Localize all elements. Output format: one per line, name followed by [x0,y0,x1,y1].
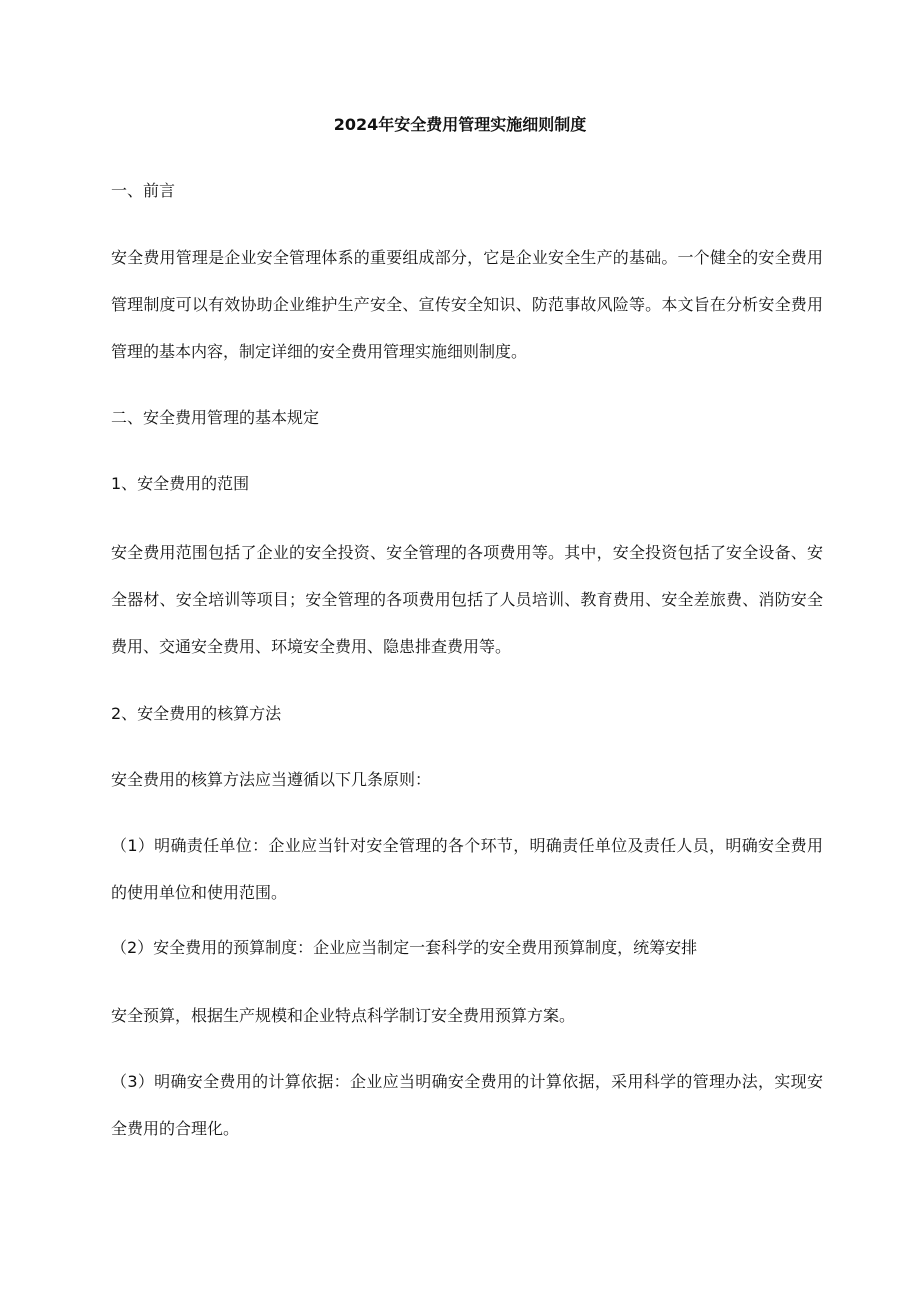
paragraph-principles-intro: 安全费用的核算方法应当遵循以下几条原则： [111,770,432,789]
heading-preface: 一、前言 [111,181,176,200]
line-principle-2b: 安全预算，根据生产规模和企业特点科学制订安全费用预算方案。 [111,1006,576,1025]
heading-accounting-method: 2、安全费用的核算方法 [111,704,282,723]
line-principle-2a: （2）安全费用的预算制度：企业应当制定一套科学的安全费用预算制度，统筹安排 [111,938,698,957]
heading-basic-rules: 二、安全费用管理的基本规定 [111,408,320,427]
heading-scope: 1、安全费用的范围 [111,474,250,493]
paragraph-principle-3: （3）明确安全费用的计算依据：企业应当明确安全费用的计算依据，采用科学的管理办法，实现安全费用的合理化。 [111,1072,823,1138]
paragraph-preface: 安全费用管理是企业安全管理体系的重要组成部分，它是企业安全生产的基础。一个健全的安全费用管理制度可以有效协助企业维护生产安全、宣传安全知识、防范事故风险等。本文旨在分析安全费用管理的基本内容，制定详细的安全费用管理实施细则制度。 [111,248,823,361]
document-title: 2024年安全费用管理实施细则制度 [333,115,587,134]
paragraph-scope: 安全费用范围包括了企业的安全投资、安全管理的各项费用等。其中，安全投资包括了安全设备、安全器材、安全培训等项目；安全管理的各项费用包括了人员培训、教育费用、安全差旅费、消防安全费用、交通安全费用、环境安全费用、隐患排查费用等。 [111,543,823,656]
paragraph-principle-1: （1）明确责任单位：企业应当针对安全管理的各个环节，明确责任单位及责任人员，明确安全费用的使用单位和使用范围。 [111,836,823,902]
